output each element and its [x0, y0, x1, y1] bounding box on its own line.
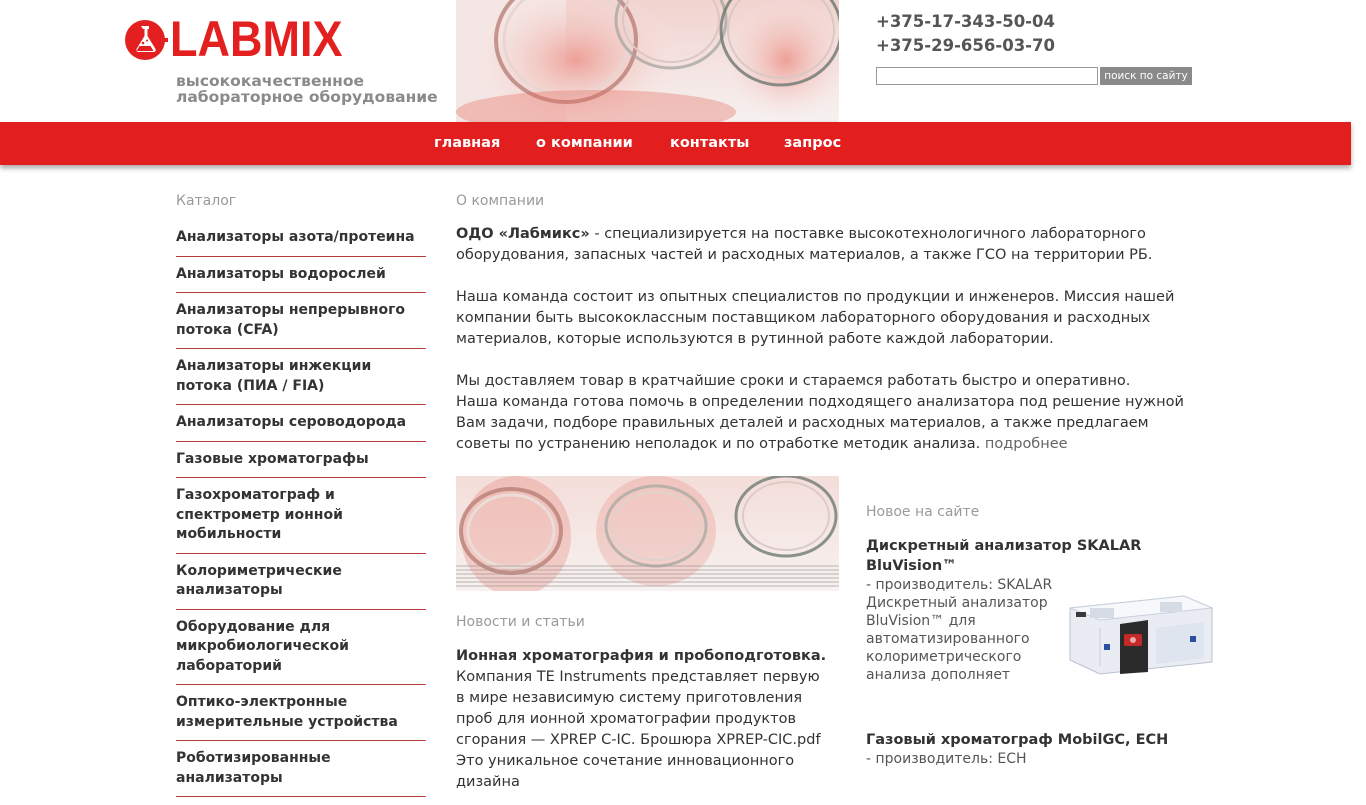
new-on-site-heading: Новое на сайте [866, 504, 980, 520]
about-heading: О компании [456, 193, 545, 209]
news-article [456, 646, 832, 793]
catalog-link-gas-chromatographs[interactable]: Газовые хроматографы [176, 450, 369, 467]
logo[interactable] [124, 11, 362, 67]
news-article-text: Компания ТЕ Instruments представляет первую в мире независимую систему приготовления проб для ионной хроматографии продуктов сгорания — XPREP C-IC. Брошюра XPREP-CIC.pdf Это уникальное сочетание инновационного дизайна [456, 669, 821, 790]
catalog-item [176, 413, 426, 442]
catalog-link-optoelectronic-devices[interactable]: Оптико-электронные измерительные устройства [176, 694, 398, 730]
catalog-item [176, 301, 426, 349]
nav-item-home[interactable]: главная [434, 135, 501, 151]
phone-numbers [876, 10, 1055, 58]
company-name: ОДО «Лабмикс» [456, 226, 590, 242]
catalog-item [176, 357, 426, 405]
catalog-item [176, 265, 426, 294]
catalog-item [176, 693, 426, 741]
header-test-tubes-image [456, 0, 839, 122]
main-navigation [0, 122, 1351, 165]
catalog-heading: Каталог [176, 193, 237, 209]
product-1-maker: - производитель: SKALAR [866, 577, 1053, 593]
search-button[interactable]: поиск по сайту [1100, 67, 1192, 85]
nav-item-contacts[interactable]: контакты [670, 135, 750, 151]
catalog-link-robotic-analyzers[interactable]: Роботизированные анализаторы [176, 750, 331, 786]
about-paragraph-1-text: - специализируется на поставке высокотехнологичного лабораторного оборудования, запасных частей и расходных материалов, а также ГСО на территории РБ. [456, 226, 1153, 263]
catalog-link-microbiology-equipment[interactable]: Оборудование для микробиологической лабораторий [176, 618, 349, 674]
catalog-link-algae-analyzers[interactable]: Анализаторы водорослей [176, 265, 386, 282]
product-1-name[interactable]: Дискретный анализатор SKALAR BluVision™ [866, 538, 1142, 574]
catalog-item [176, 486, 426, 554]
catalog-list [176, 228, 426, 805]
flask-logo-icon [124, 16, 168, 62]
news-test-tubes-image [456, 476, 839, 591]
tagline-line-2: лабораторное оборудование [176, 88, 438, 106]
news-heading: Новости и статьи [456, 614, 585, 630]
catalog-link-colorimetric-analyzers[interactable]: Колориметрические анализаторы [176, 562, 342, 598]
product-1-description: Дискретный анализатор BluVision™ для автоматизированного колориметрического анализа дополняет [866, 595, 1048, 683]
tagline-line-1: высококачественное [176, 72, 365, 90]
catalog-link-fia-analyzers[interactable]: Анализаторы инжекции потока (ПИА / FIA) [176, 358, 372, 394]
about-paragraph-2: Наша команда состоит из опытных специалистов по продукции и инженеров. Миссия нашей компании быть высококлассным поставщиком лабораторного оборудования и расходных материалов, которые используются в рутинной работе каждой лаборатории. [456, 289, 1175, 347]
product-1-analyzer-image[interactable] [1064, 588, 1216, 680]
about-paragraph-4-text: Наша команда готова помочь в определении подходящего анализатора под решение нужной Вам задачи, подборе правильных деталей и расходных материалов, а также предлагаем советы по устранению неполадок и по отработке методик анализа. [456, 394, 1184, 452]
phone-number-1: +375-17-343-50-04 [876, 12, 1055, 31]
more-link[interactable]: подробнее [984, 436, 1068, 452]
search-form [876, 67, 1192, 85]
product-2-maker: - производитель: ECH [866, 751, 1027, 767]
catalog-item [176, 450, 426, 479]
new-product-2 [866, 730, 1216, 769]
catalog-item [176, 749, 426, 797]
about-paragraph-4 [456, 392, 1196, 455]
catalog-link-gc-ims[interactable]: Газохроматограф и спектрометр ионной мобильности [176, 487, 343, 542]
product-2-name[interactable]: Газовый хроматограф MobilGC, ECH [866, 732, 1169, 748]
phone-number-2: +375-29-656-03-70 [876, 36, 1055, 55]
logo-text: LABMIX [170, 11, 343, 67]
nav-item-request[interactable]: запрос [784, 135, 842, 151]
news-article-title[interactable]: Ионная хроматография и пробоподготовка. [456, 648, 827, 664]
tagline [176, 73, 446, 105]
nav-item-about[interactable]: о компании [536, 135, 633, 151]
about-paragraph-3: Мы доставляем товар в кратчайшие сроки и стараемся работать быстро и оперативно. [456, 373, 1131, 389]
catalog-item [176, 228, 426, 257]
new-product-1 [866, 536, 1216, 595]
catalog-link-hydrogen-sulfide-analyzers[interactable]: Анализаторы сероводорода [176, 414, 407, 430]
catalog-link-cfa-analyzers[interactable]: Анализаторы непрерывного потока (CFA) [176, 302, 406, 338]
search-input[interactable] [876, 67, 1098, 85]
catalog-link-nitrogen-protein-analyzers[interactable]: Анализаторы азота/протеина [176, 229, 415, 245]
about-paragraph-1 [456, 224, 1196, 266]
catalog-item [176, 618, 426, 686]
about-text [456, 224, 1196, 455]
catalog-item [176, 562, 426, 610]
